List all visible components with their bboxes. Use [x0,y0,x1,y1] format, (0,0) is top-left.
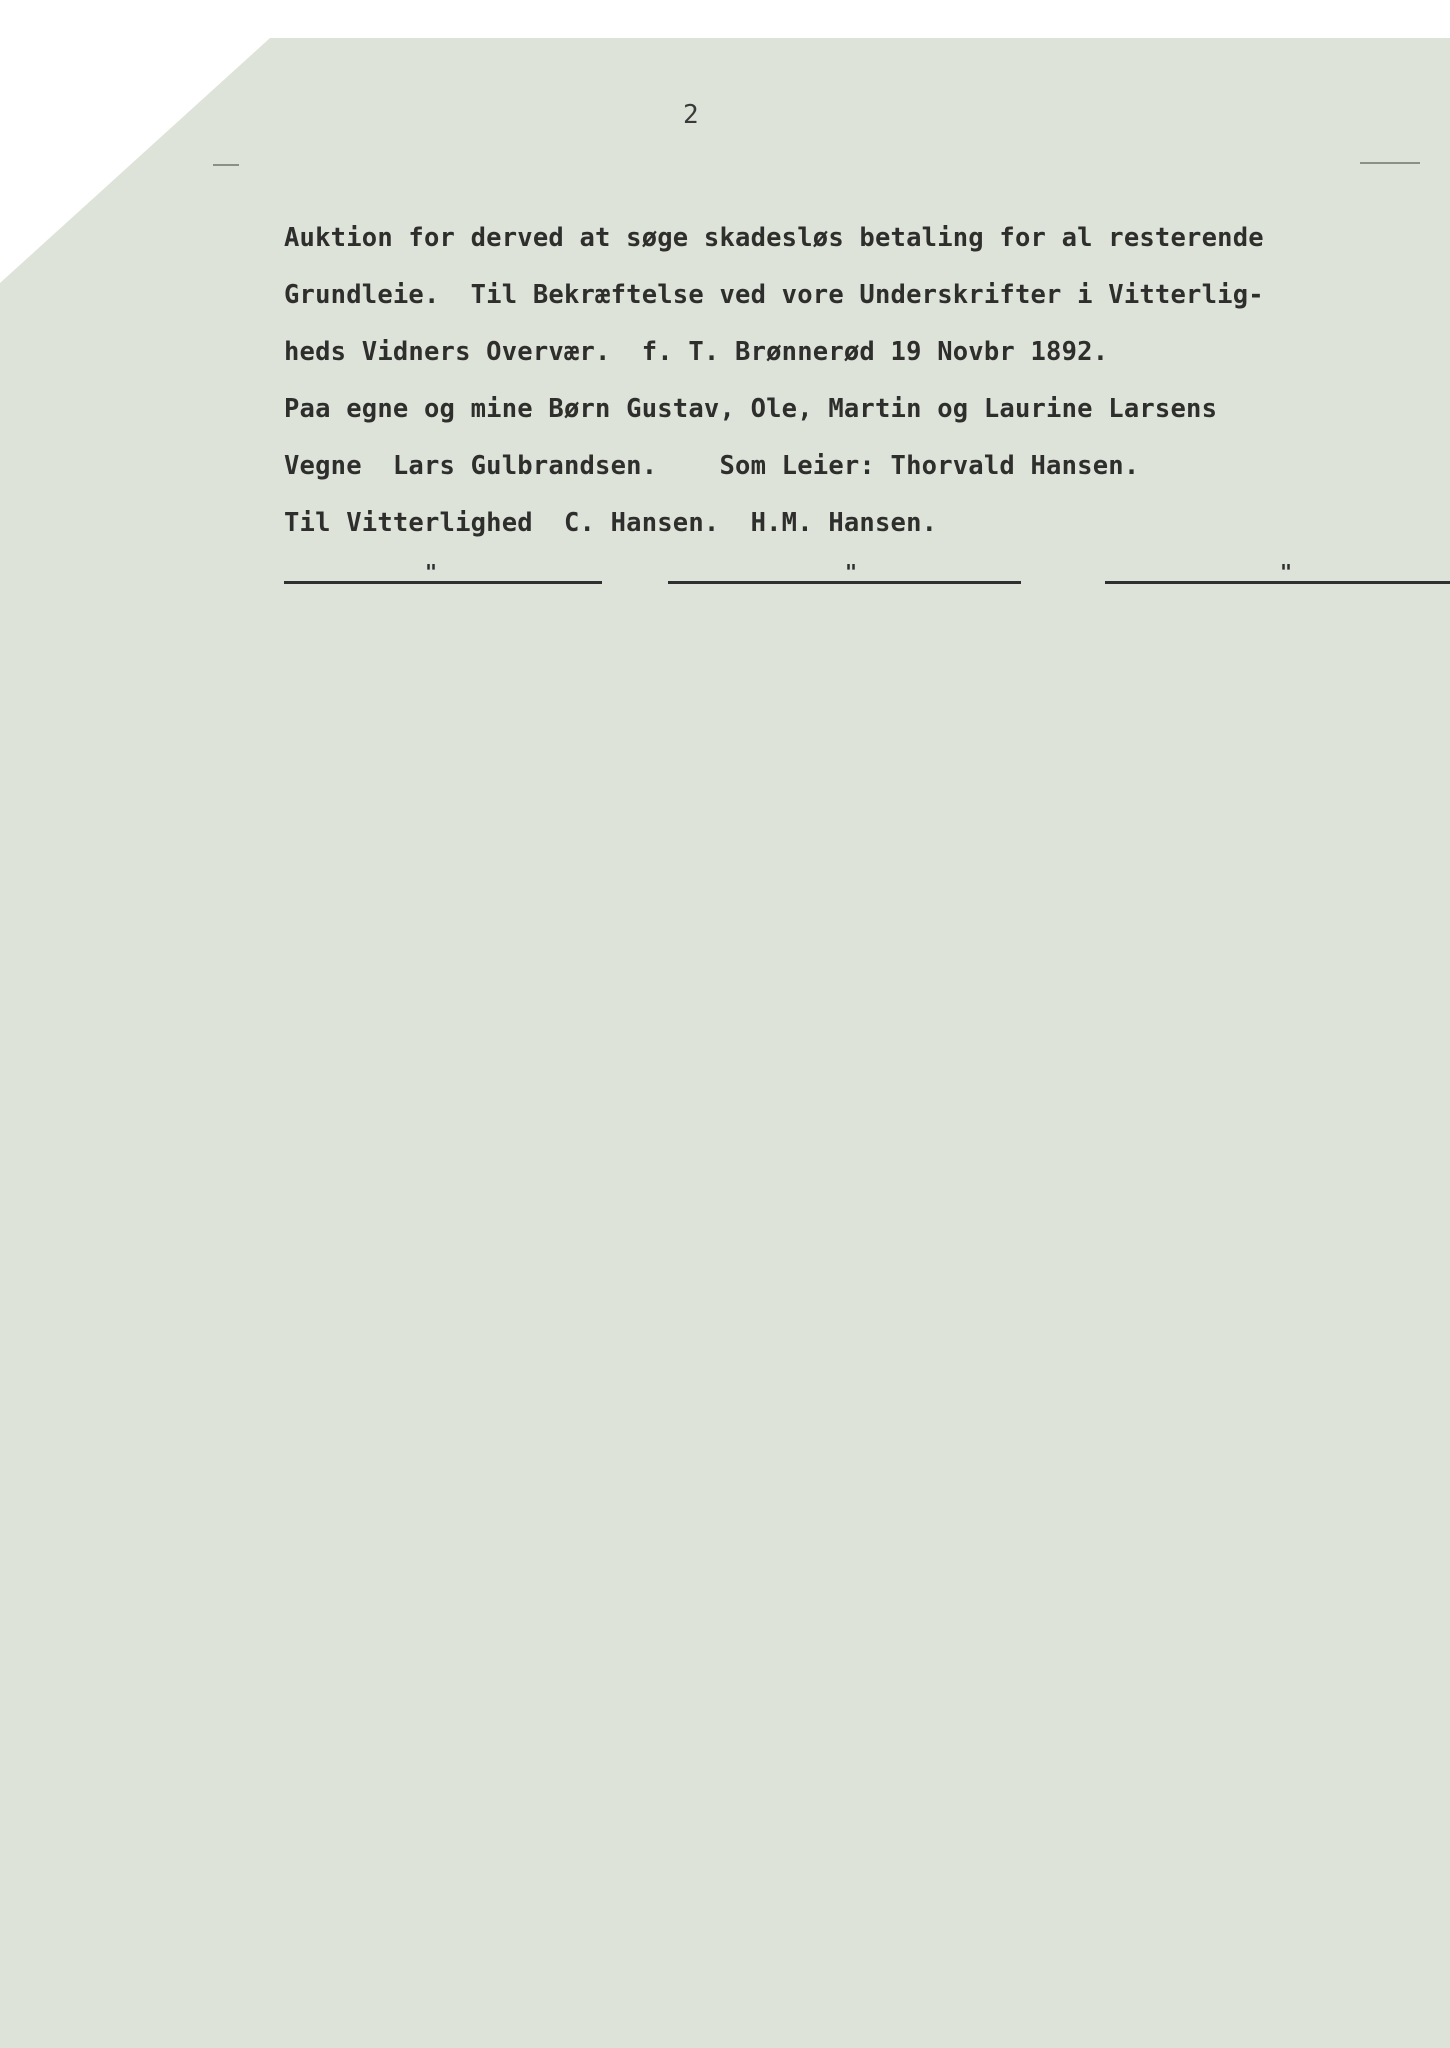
margin-mark-right [1360,162,1420,164]
text-line: Grundleie. Til Bekræftelse ved vore Underskrifter i Vitterlig- [284,280,1264,310]
margin-mark-left [213,164,239,166]
text-line: Paa egne og mine Børn Gustav, Ole, Martin og Laurine Larsens [284,394,1218,424]
text-line: Til Vitterlighed C. Hansen. H.M. Hansen. [284,508,938,538]
text-line: Vegne Lars Gulbrandsen. Som Leier: Thorvald Hansen. [284,451,1140,481]
text-line: Auktion for derved at søge skadesløs betaling for al resterende [284,223,1264,253]
signature-line [1105,581,1450,584]
ditto-mark: " [845,560,858,584]
text-line: heds Vidners Overvær. f. T. Brønnerød 19 Novbr 1892. [284,337,1109,367]
document-text [284,210,1424,552]
signature-line [284,581,602,584]
ditto-mark: " [425,560,438,584]
page-number: 2 [683,100,699,130]
ditto-mark: " [1280,560,1293,584]
